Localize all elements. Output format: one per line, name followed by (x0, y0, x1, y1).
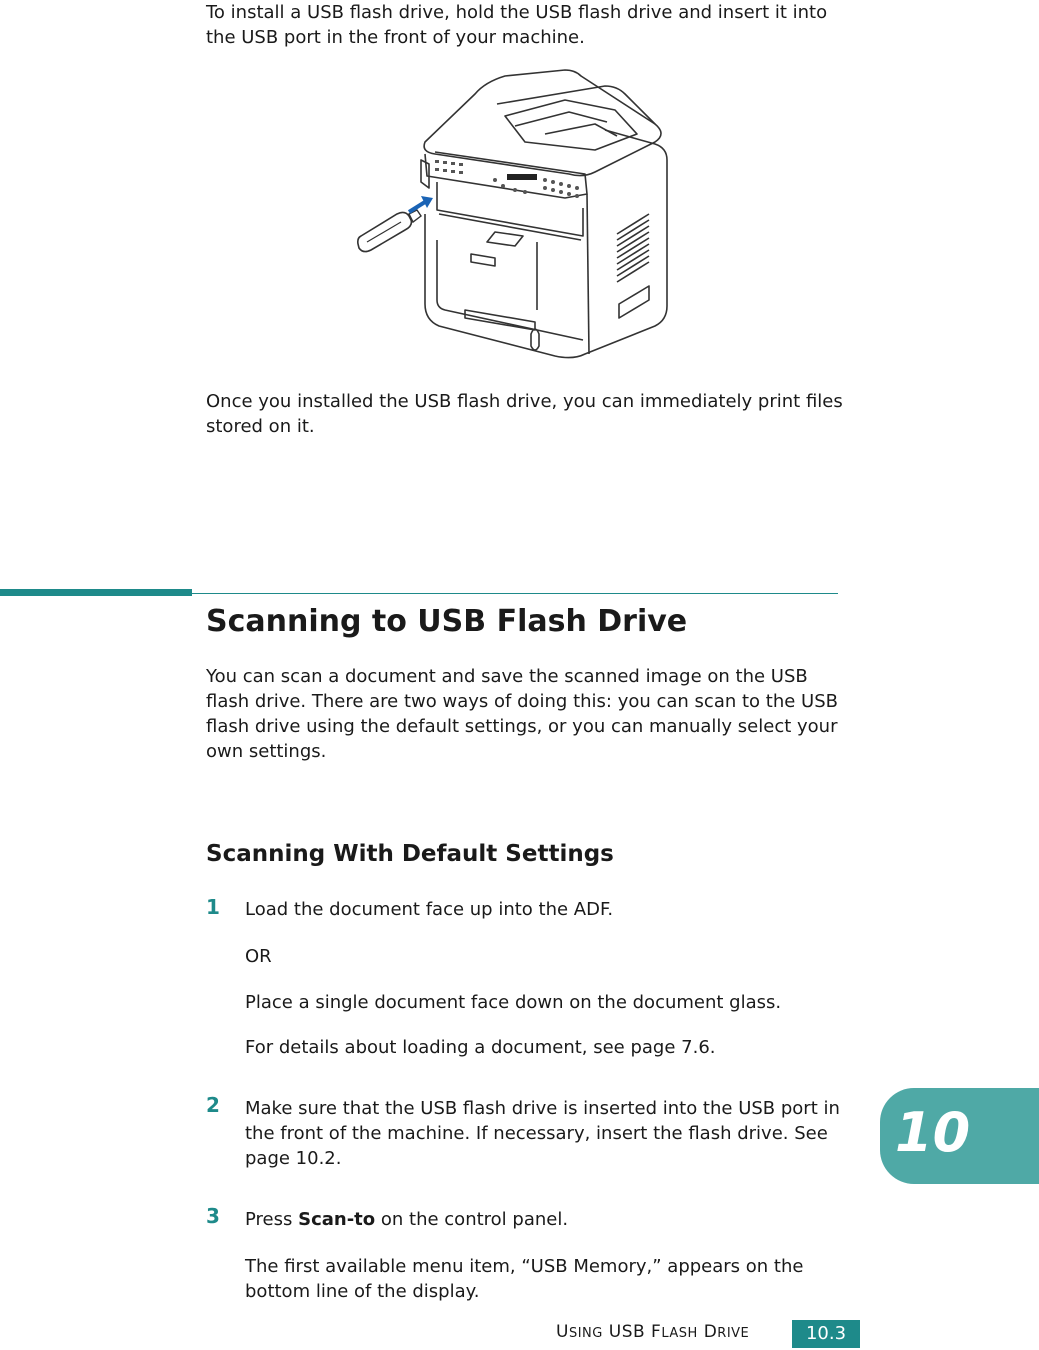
footer-title-part: RIVE (717, 1326, 750, 1341)
section-title: Scanning to USB Flash Drive (206, 604, 688, 639)
step-text: Make sure that the USB flash drive is inserted into the USB port in the front of the machine. If necessary, insert the flash drive. See page 10.2. (245, 1098, 840, 1169)
insert-arrow-icon (409, 196, 433, 212)
usb-flash-drive-icon (358, 210, 421, 252)
step-text: The first available menu item, “USB Memory,” appears on the bottom line of the display. (245, 1256, 804, 1302)
intro-paragraph-1: To install a USB flash drive, hold the USB flash drive and insert it into the USB port in the front of your machine. (206, 2, 828, 48)
page-number: 10.3 (792, 1320, 860, 1348)
footer-title-part: U (556, 1322, 569, 1342)
section-rule-accent (0, 589, 192, 596)
step-text-prefix: Press (245, 1209, 299, 1230)
section-intro: You can scan a document and save the scanned image on the USB flash drive. There are two ways of doing this: you can scan to the USB flash drive using the default settings, or you can manually select your own settings. (206, 666, 838, 762)
footer-title-part: SING (568, 1326, 603, 1341)
step-number: 2 (206, 1093, 220, 1117)
printer-illustration (355, 64, 675, 366)
intro-paragraph-2: Once you installed the USB flash drive, you can immediately print files stored on it. (206, 391, 843, 437)
step-text: For details about loading a document, see page 7.6. (245, 1037, 716, 1058)
section-rule (192, 593, 838, 594)
step-text: Load the document face up into the ADF. (245, 899, 614, 920)
step-text: OR (245, 946, 272, 967)
footer-title-part: D (697, 1322, 718, 1342)
footer-chapter-title (556, 1322, 749, 1342)
step-text: Place a single document face down on the document glass. (245, 992, 782, 1013)
chapter-number: 10 (895, 1101, 971, 1164)
footer-title-part: LASH (661, 1326, 698, 1341)
step-number: 3 (206, 1204, 220, 1228)
footer-title-part: USB F (602, 1322, 662, 1342)
step-text (245, 1207, 845, 1232)
scan-to-label: Scan-to (298, 1209, 376, 1230)
step-number: 1 (206, 895, 220, 919)
subsection-title: Scanning With Default Settings (206, 841, 614, 867)
step-text-suffix: on the control panel. (375, 1209, 569, 1230)
